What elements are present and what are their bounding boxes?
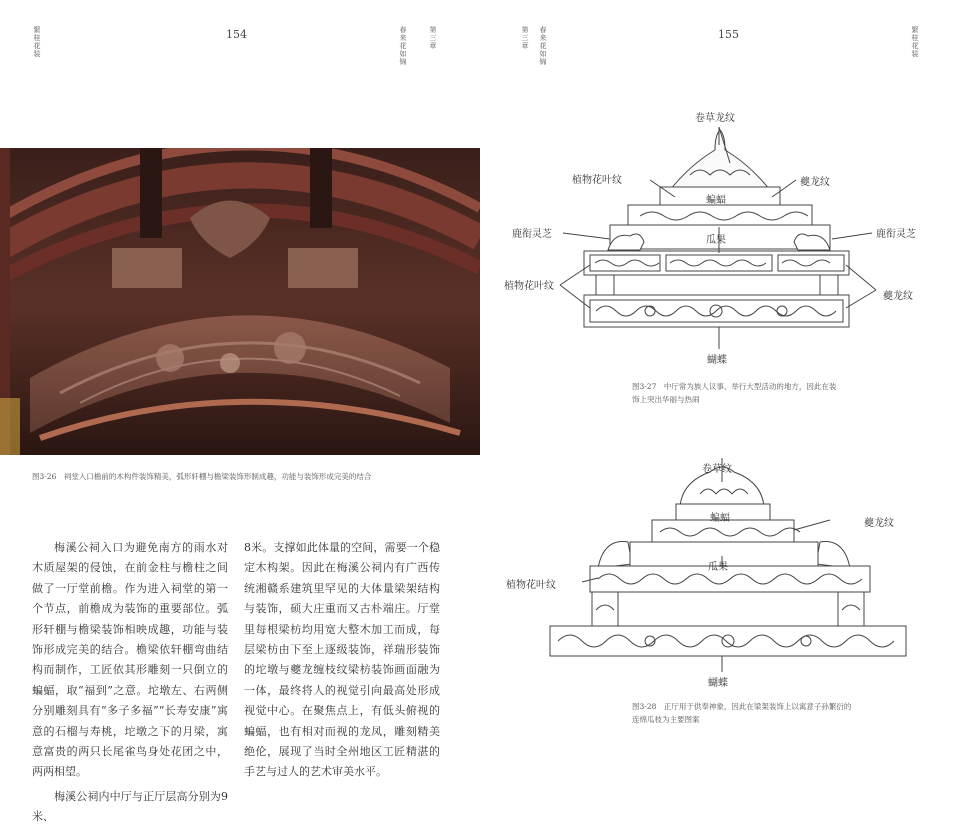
- label-curly-grass-dragon: 卷草龙纹: [695, 113, 735, 124]
- running-header-right: 繁桂花装: [911, 26, 919, 58]
- label-butterfly-2: 蝴蝶: [708, 678, 728, 689]
- label-melon-1: 瓜果: [706, 235, 726, 246]
- label-plant-leaf-lower: 植物花叶纹: [504, 281, 554, 292]
- carved-beam-photo: [0, 148, 480, 455]
- figure-3-28: [500, 452, 960, 692]
- label-kui-dragon: 夔龙纹: [864, 518, 894, 529]
- label-deer-left: 鹿衔灵芝: [512, 229, 552, 240]
- chapter-number-left: 第三章: [429, 26, 437, 50]
- paragraph: 8米。支撑如此体量的空间，需要一个稳定木构架。因此在梅溪公祠内有广西传统湘赣系建筑里罕见的大体量梁架结构与装饰，硕大庄重而又古朴端庄。厅堂里每根梁枋均用宽大整木加工而成，每层梁枋由下至上逐级装饰，祥瑞形装饰的坨墩与夔龙缠枝纹梁枋装饰画面融为一体，最终将人的视觉引向最高处形成视觉中心。在聚焦点上，有低头俯视的蝙蝠，也有相对而视的龙凤，雕刻精美绝伦，展现了当时全州地区工匠精湛的手艺与过人的艺术审美水平。: [244, 541, 440, 779]
- carved-beam-photo-image: [0, 148, 480, 455]
- figure-3-27: [500, 105, 960, 370]
- label-butterfly-1: 蝴蝶: [707, 355, 727, 366]
- label-bat-1: 蝙蝠: [706, 195, 726, 206]
- figure-caption-3-26: 图3-26 祠堂入口檐前的木构件装饰精美，弧形轩棚与檐梁装饰形制成趣，功能与装饰形成完美的结合: [32, 472, 372, 481]
- label-plant-leaf: 植物花叶纹: [506, 580, 556, 591]
- paragraph: 梅溪公祠入口为避免南方的雨水对木质屋架的侵蚀，在前金柱与檐柱之间做了一厅堂前檐。作为进入祠堂的第一个节点，前檐成为装饰的重要部位。弧形轩棚与檐梁装饰相映成趣，功能与装饰形成完美的结合。檐梁依轩棚弯曲结构而制作，工匠依其形雕刻一只倒立的蝙蝠，取“福到”之意。坨墩左、右两侧分别雕刻具有“多子多福”“长寿安康”寓意的石榴与寿桃，坨墩之下的月梁，寓意富贵的两只长尾雀鸟身处花团之中，两两相望。: [32, 541, 228, 779]
- figure-caption-3-27: 图3-27 中厅常为族人议事、举行大型活动的地方，因此在装饰上突出华丽与热闹: [632, 382, 837, 404]
- page-number-left: 154: [226, 28, 247, 41]
- label-curly-grass: 卷草纹: [702, 464, 732, 475]
- figure-3-28-drawing: [500, 452, 960, 692]
- paragraph: 梅溪公祠内中厅与正厅层高分别为9米、: [32, 789, 228, 824]
- body-column-2: [244, 538, 440, 783]
- chapter-number-right: 第三章: [521, 26, 529, 50]
- chapter-title-left: 春来花如锦: [399, 26, 407, 66]
- label-kui-dragon-lower: 夔龙纹: [883, 291, 913, 302]
- label-bat-2: 蝙蝠: [710, 513, 730, 524]
- label-melon-2: 瓜果: [708, 562, 728, 573]
- body-column-1: [32, 538, 228, 828]
- chapter-title-right: 春来花如锦: [539, 26, 547, 66]
- page-number-right: 155: [718, 28, 739, 41]
- label-plant-leaf-upper: 植物花叶纹: [572, 175, 622, 186]
- label-deer-right: 鹿衔灵芝: [876, 229, 916, 240]
- figure-caption-3-28: 图3-28 正厅用于供奉神象，因此在梁架装饰上以寓意子孙繁衍的连绵瓜枝为主要图案: [632, 702, 852, 724]
- running-header-left: 繁桂花装: [33, 26, 41, 58]
- label-kui-dragon-upper: 夔龙纹: [800, 177, 830, 188]
